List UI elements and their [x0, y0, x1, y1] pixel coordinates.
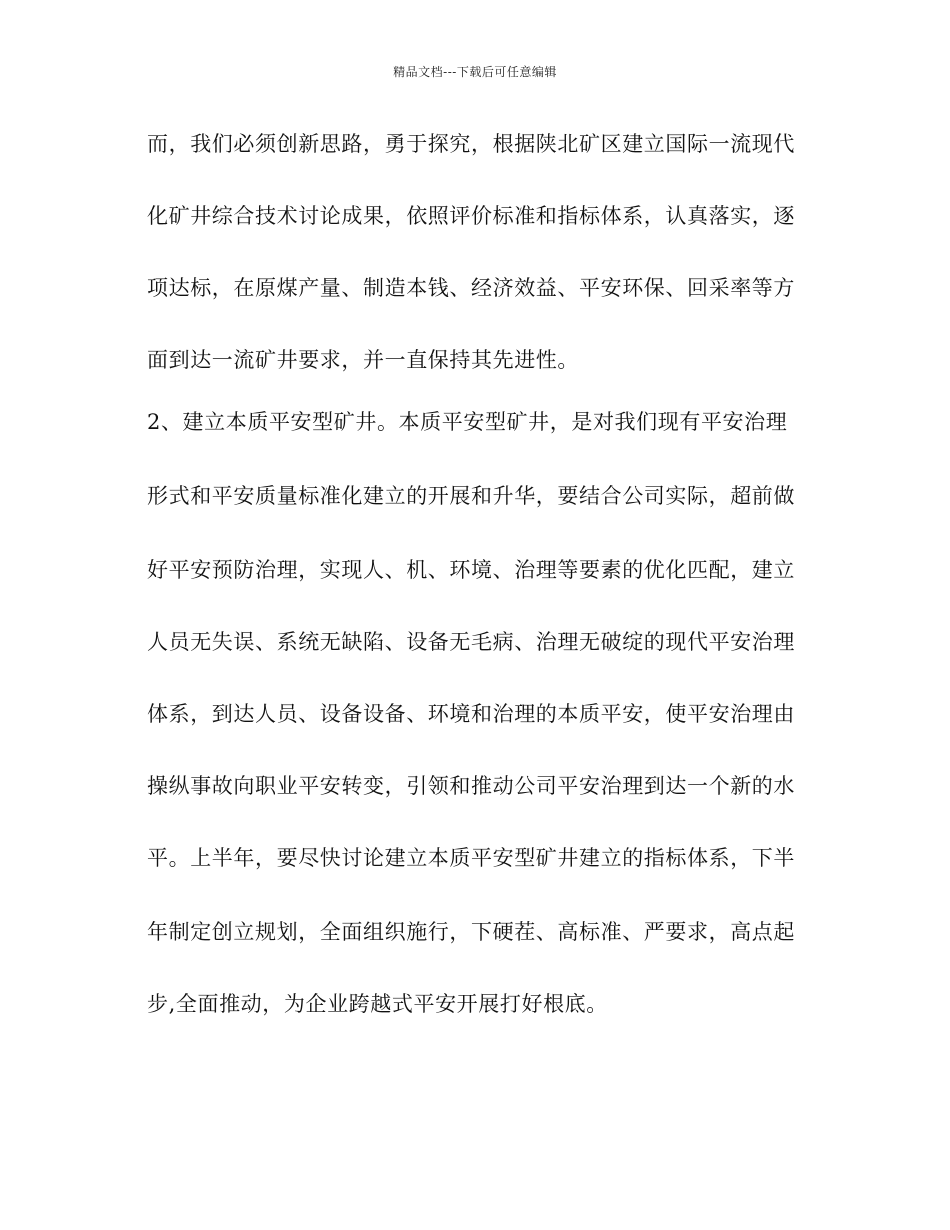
paragraph-line: 平。上半年，要尽快讨论建立本质平安型矿井建立的指标体系，下半 — [147, 846, 795, 870]
paragraph-line: 体系，到达人员、设备设备、环境和治理的本质平安，使平安治理由 — [147, 702, 795, 726]
paragraph-line: 2、建立本质平安型矿井。本质平安型矿井，是对我们现有平安治理 — [147, 410, 788, 434]
paragraph-line: 操纵事故向职业平安转变，引领和推动公司平安治理到达一个新的水 — [147, 774, 795, 798]
paragraph-line: 人员无失误、系统无缺陷、设备无毛病、治理无破绽的现代平安治理 — [147, 630, 795, 654]
paragraph-line: 年制定创立规划，全面组织施行，下硬茬、高标准、严要求，高点起 — [147, 920, 795, 944]
paragraph-line: 形式和平安质量标准化建立的开展和升华，要结合公司实际，超前做 — [147, 484, 795, 508]
page-header: 精品文档---下载后可任意编辑 — [393, 65, 557, 79]
paragraph-line: 化矿井综合技术讨论成果，依照评价标准和指标体系，认真落实，逐 — [147, 204, 795, 228]
paragraph-line: 面到达一流矿井要求，并一直保持其先进性。 — [147, 348, 579, 372]
paragraph-line: 项达标，在原煤产量、制造本钱、经济效益、平安环保、回采率等方 — [147, 276, 795, 300]
paragraph-line: 好平安预防治理，实现人、机、环境、治理等要素的优化匹配，建立 — [147, 558, 795, 582]
paragraph-line: 而，我们必须创新思路，勇于探究，根据陕北矿区建立国际一流现代 — [147, 132, 795, 156]
paragraph-line: 步,全面推动，为企业跨越式平安开展打好根底。 — [147, 992, 608, 1016]
